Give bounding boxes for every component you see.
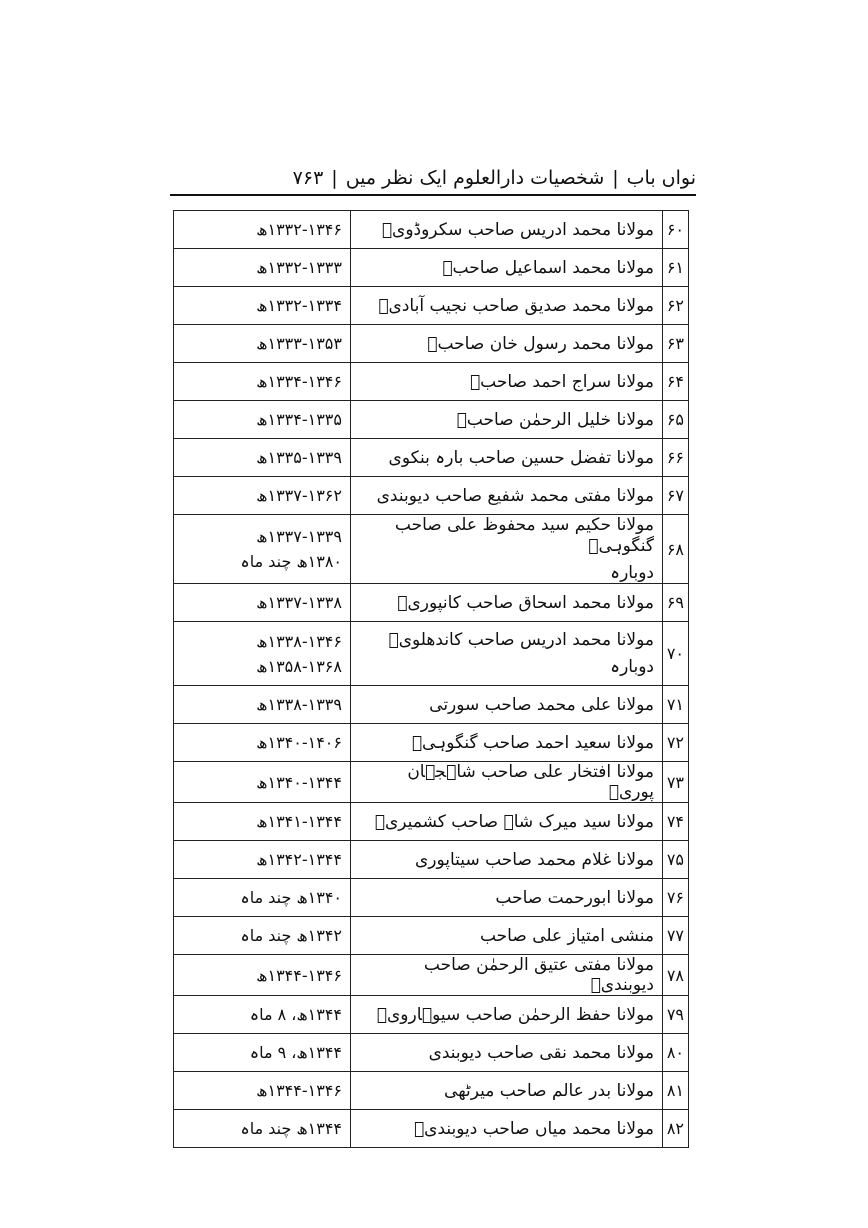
page-number: ۷۶۳	[292, 167, 324, 189]
name-cell	[351, 477, 663, 515]
service-years: ۱۳۳۴-۱۳۴۶ھ	[256, 372, 342, 391]
years-cell	[174, 1072, 351, 1110]
years-cell	[174, 917, 351, 955]
service-years: ۱۳۴۴-۱۳۴۶ھ	[256, 965, 342, 985]
teacher-name: مولانا حکیم سید محفوظ علی صاحب گنگوہیؒ	[394, 515, 654, 556]
table-row	[174, 1110, 689, 1148]
teacher-name: مولانا محمد اسماعیل صاحبؒ	[442, 257, 654, 278]
years-cell	[174, 996, 351, 1034]
name-cell	[351, 325, 663, 363]
service-years-second: ۱۳۸۰ھ چند ماہ	[240, 552, 342, 571]
table-row	[174, 622, 689, 686]
header-title: شخصیات دارالعلوم ایک نظر میں	[345, 167, 605, 189]
service-years: ۱۳۳۵-۱۳۳۹ھ	[256, 448, 342, 467]
name-cell	[351, 1110, 663, 1148]
page-header	[170, 163, 696, 193]
header-rule	[170, 194, 696, 196]
serial-number-cell: ۷۲	[663, 724, 689, 762]
serial-number-cell: ۷۰	[663, 622, 689, 686]
name-cell	[351, 917, 663, 955]
years-cell	[174, 515, 351, 584]
teacher-name: مولانا محمد ادریس صاحب کاندھلویؒ	[388, 630, 654, 650]
table-row	[174, 439, 689, 477]
teacher-name: مولانا تفضل حسین صاحب بارہ بنکوی	[388, 448, 654, 468]
name-note: دوبارہ	[610, 657, 654, 677]
teacher-name: مولانا مفتی محمد شفیع صاحب دیوبندی	[376, 485, 654, 506]
years-cell	[174, 1110, 351, 1148]
name-cell	[351, 211, 663, 249]
name-cell	[351, 584, 663, 622]
name-cell	[351, 287, 663, 325]
serial-number-cell: ۶۹	[663, 584, 689, 622]
table-row	[174, 803, 689, 841]
serial-number-cell: ۸۰	[663, 1034, 689, 1072]
serial-number-cell: ۶۲	[663, 287, 689, 325]
name-cell	[351, 996, 663, 1034]
name-note: دوبارہ	[610, 563, 654, 583]
serial-number-cell: ۶۱	[663, 249, 689, 287]
teacher-name: مولانا مفتی عتیق الرحمٰن صاحب دیوبندیؒ	[423, 955, 654, 995]
serial-number-cell: ۶۴	[663, 363, 689, 401]
header-separator: |	[612, 167, 619, 189]
table-row	[174, 686, 689, 724]
serial-number-cell: ۷۸	[663, 955, 689, 996]
teacher-name: مولانا علی محمد صاحب سورتی	[429, 694, 654, 715]
name-cell	[351, 724, 663, 762]
years-cell	[174, 724, 351, 762]
serial-number-cell: ۶۳	[663, 325, 689, 363]
service-years: ۱۳۳۴-۱۳۳۵ھ	[256, 410, 342, 429]
service-years: ۱۳۴۰ھ چند ماہ	[240, 888, 342, 907]
table-row	[174, 1072, 689, 1110]
years-cell	[174, 955, 351, 996]
teacher-name: مولانا محمد میاں صاحب دیوبندیؒ	[413, 1118, 654, 1139]
service-years: ۱۳۴۰-۱۴۰۶ھ	[256, 733, 342, 752]
serial-number-cell: ۶۷	[663, 477, 689, 515]
teacher-name: مولانا سید میرک شاہ صاحب کشمیریؒ	[374, 811, 654, 832]
teacher-name: مولانا ابورحمت صاحب	[495, 887, 654, 908]
name-cell	[351, 622, 663, 686]
table-row	[174, 325, 689, 363]
table-row	[174, 211, 689, 249]
teacher-name: مولانا حفظ الرحمٰن صاحب سیوہارویؒ	[376, 1004, 654, 1025]
years-cell	[174, 584, 351, 622]
teacher-name: مولانا محمد صدیق صاحب نجیب آبادیؒ	[378, 295, 654, 316]
table-row	[174, 287, 689, 325]
table-row	[174, 955, 689, 996]
serial-number-cell: ۷۶	[663, 879, 689, 917]
serial-number-cell: ۶۶	[663, 439, 689, 477]
service-years: ۱۳۳۷-۱۳۳۸ھ	[256, 593, 342, 612]
name-cell	[351, 515, 663, 584]
service-years: ۱۳۴۴ھ چند ماہ	[240, 1119, 342, 1138]
serial-number-cell: ۷۱	[663, 686, 689, 724]
serial-number-cell: ۷۵	[663, 841, 689, 879]
service-years: ۱۳۴۲ھ چند ماہ	[240, 926, 342, 945]
name-cell	[351, 363, 663, 401]
years-cell	[174, 439, 351, 477]
years-cell	[174, 622, 351, 686]
name-cell	[351, 879, 663, 917]
name-cell	[351, 1072, 663, 1110]
serial-number-cell: ۶۵	[663, 401, 689, 439]
serial-number-cell: ۶۸	[663, 515, 689, 584]
teachers-table-body	[174, 211, 689, 1148]
serial-number-cell: ۷۴	[663, 803, 689, 841]
years-cell	[174, 477, 351, 515]
service-years: ۱۳۳۸-۱۳۴۶ھ	[256, 631, 342, 651]
table-row	[174, 1034, 689, 1072]
years-cell	[174, 401, 351, 439]
service-years: ۱۳۴۴ھ، ۹ ماہ	[249, 1043, 342, 1062]
serial-number-cell: ۷۳	[663, 762, 689, 803]
teacher-name: مولانا خلیل الرحمٰن صاحبؒ	[456, 409, 654, 430]
table-row	[174, 401, 689, 439]
years-cell	[174, 841, 351, 879]
name-cell	[351, 439, 663, 477]
service-years: ۱۳۴۱-۱۳۴۴ھ	[256, 812, 342, 831]
name-cell	[351, 955, 663, 996]
name-cell	[351, 401, 663, 439]
service-years: ۱۳۳۲-۱۳۳۴ھ	[256, 296, 342, 315]
teacher-name: مولانا بدر عالم صاحب میرٹھی	[444, 1080, 654, 1101]
teacher-name: مولانا محمد اسحاق صاحب کانپوریؒ	[397, 592, 654, 613]
service-years: ۱۳۳۲-۱۳۴۶ھ	[256, 220, 342, 239]
serial-number-cell: ۶۰	[663, 211, 689, 249]
teacher-name: مولانا سراج احمد صاحبؒ	[469, 371, 654, 392]
service-years: ۱۳۳۷-۱۳۳۹ھ	[256, 527, 342, 546]
name-cell	[351, 803, 663, 841]
years-cell	[174, 325, 351, 363]
name-cell	[351, 1034, 663, 1072]
years-cell	[174, 879, 351, 917]
service-years: ۱۳۴۴-۱۳۴۶ھ	[256, 1081, 342, 1100]
table-row	[174, 841, 689, 879]
teachers-table	[173, 210, 689, 1148]
header-separator: |	[331, 167, 338, 189]
teacher-name: مولانا سعید احمد صاحب گنگوہیؒ	[411, 733, 654, 753]
service-years: ۱۳۳۲-۱۳۳۳ھ	[256, 258, 342, 277]
serial-number-cell: ۷۹	[663, 996, 689, 1034]
teacher-name: مولانا محمد رسول خان صاحبؒ	[427, 333, 654, 354]
service-years: ۱۳۳۸-۱۳۳۹ھ	[256, 695, 342, 714]
table-row	[174, 917, 689, 955]
teacher-name: منشی امتیاز علی صاحب	[479, 925, 654, 946]
years-cell	[174, 686, 351, 724]
chapter-label: نواں باب	[626, 167, 696, 189]
service-years: ۱۳۴۲-۱۳۴۴ھ	[256, 850, 342, 869]
table-row	[174, 249, 689, 287]
teacher-name: مولانا افتخار علی صاحب شاہجہان پوریؒ	[407, 762, 654, 802]
service-years-second: ۱۳۵۸-۱۳۶۸ھ	[256, 656, 342, 676]
service-years: ۱۳۴۴ھ، ۸ ماہ	[249, 1005, 342, 1024]
name-cell	[351, 841, 663, 879]
table-row	[174, 515, 689, 584]
years-cell	[174, 249, 351, 287]
teacher-name: مولانا محمد ادریس صاحب سکروڈویؒ	[381, 219, 654, 240]
service-years: ۱۳۳۳-۱۳۵۳ھ	[256, 334, 342, 353]
serial-number-cell: ۸۱	[663, 1072, 689, 1110]
years-cell	[174, 363, 351, 401]
table-row	[174, 762, 689, 803]
table-row	[174, 477, 689, 515]
service-years: ۱۳۳۷-۱۳۶۲ھ	[256, 486, 342, 505]
years-cell	[174, 287, 351, 325]
table-row	[174, 584, 689, 622]
service-years: ۱۳۴۰-۱۳۴۴ھ	[256, 772, 342, 792]
years-cell	[174, 762, 351, 803]
table-row	[174, 724, 689, 762]
teacher-name: مولانا محمد نقی صاحب دیوبندی	[428, 1042, 654, 1063]
table-row	[174, 363, 689, 401]
name-cell	[351, 686, 663, 724]
name-cell	[351, 249, 663, 287]
teacher-name: مولانا غلام محمد صاحب سیتاپوری	[414, 849, 654, 870]
name-cell	[351, 762, 663, 803]
table-row	[174, 996, 689, 1034]
table-row	[174, 879, 689, 917]
years-cell	[174, 1034, 351, 1072]
serial-number-cell: ۸۲	[663, 1110, 689, 1148]
years-cell	[174, 803, 351, 841]
years-cell	[174, 211, 351, 249]
serial-number-cell: ۷۷	[663, 917, 689, 955]
